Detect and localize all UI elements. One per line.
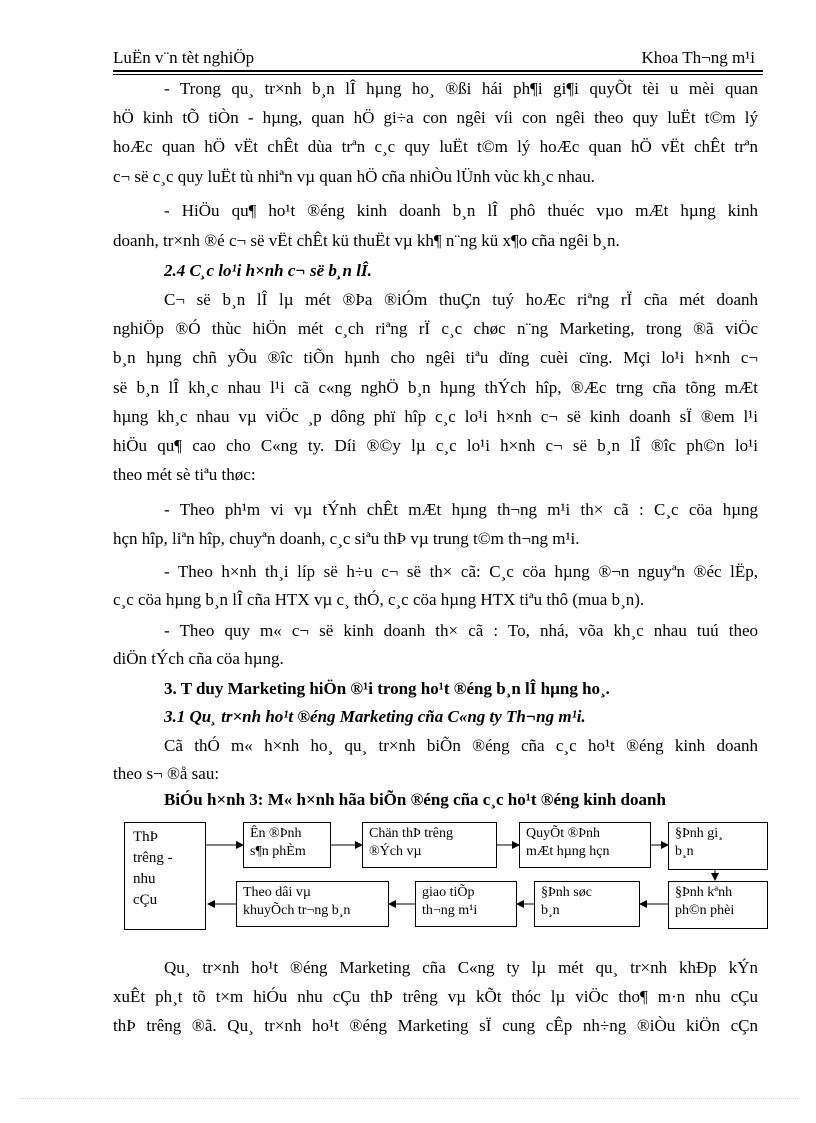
diagram-node-text: ®Ých vµ — [369, 844, 422, 859]
diagram-node-text: khuyÕch tr¬ng b¸n — [243, 903, 351, 918]
text-line: diÖn tÝch cña cöa hµng. — [113, 649, 284, 668]
diagram-node-market-demand — [124, 822, 206, 930]
text-line: thÞ trêng ®ã. Qu¸ tr×nh ho¹t ®éng Marketing sÏ cung cÊp nh÷ng ®iÒu kiÖn cÇn — [113, 1016, 758, 1035]
diagram-node-pricing — [668, 822, 768, 870]
diagram-node-define-product — [243, 822, 331, 868]
text-line: theo s¬ ®å sau: — [113, 764, 220, 783]
diagram-node-text: s¶n phÈm — [250, 844, 306, 859]
diagram-node-text: §Þnh gi¸ — [675, 826, 723, 841]
text-line: Cã thÓ m« h×nh ho¸ qu¸ tr×nh biÕn ®éng cña c¸c ho¹t ®éng kinh doanh — [164, 736, 758, 755]
diagram-node-target-market — [362, 822, 497, 868]
text-line: xuÊt ph¸t tõ t×m hiÓu nhu cÇu thÞ trêng vµ kÕt thóc lµ viÖc tho¶ m·n nhu cÇu — [113, 987, 758, 1006]
diagram-node-text: b¸n — [675, 844, 694, 859]
section-3-1-heading: 3.1 Qu¸ tr×nh ho¹t ®éng Marketing cña C«ng ty Th¬ng m¹i. — [164, 707, 586, 726]
text-line: nghiÖp ®Ó thùc hiÖn mét c¸ch riªng rÏ c¸c chøc n¨ng Marketing, trong ®ã viÖc — [113, 319, 758, 338]
diagram-node-text: nhu — [133, 871, 156, 887]
diagram-node-text: b¸n — [541, 903, 560, 918]
diagram-node-text: Theo dâi vµ — [243, 885, 311, 900]
diagram-node-text: ph©n phèi — [675, 903, 735, 918]
diagram-node-sales-capacity — [534, 881, 640, 927]
section-3-heading: 3. T duy Marketing hiÖn ®¹i trong ho¹t ®éng b¸n lÎ hµng ho¸. — [164, 679, 610, 698]
diagram-node-text: §Þnh søc — [541, 885, 592, 900]
text-line: C¬ së b¸n lÎ lµ mét ®Þa ®iÓm thuÇn tuý hoÆc riªng rÏ cña mét doanh — [164, 290, 758, 309]
text-line: - HiÖu qu¶ ho¹t ®éng kinh doanh b¸n lÎ phô thuéc vµo mÆt hµng kinh — [164, 201, 758, 220]
figure-caption: BiÓu h×nh 3: M« h×nh hãa biÕn ®éng cña c¸c ho¹t ®éng kinh doanh — [164, 790, 666, 809]
diagram-node-text: ThÞ — [133, 829, 159, 845]
text-line: c¸c cöa hµng b¸n lÎ cña HTX vµ c¸ thÓ, c¸c cöa hµng HTX tiªu thô (mua b¸n). — [113, 590, 645, 609]
header-thesis-title: LuËn v¨n tèt nghiÖp — [113, 48, 255, 67]
diagram-node-text: QuyÕt ®Þnh — [526, 826, 601, 841]
diagram-node-distribution-channel — [668, 881, 768, 929]
text-line: - Theo quy m« c¬ së kinh doanh th× cã : To, nhá, võa kh¸c nhau tuú theo — [164, 621, 758, 640]
diagram-node-promotion — [236, 881, 389, 927]
header-faculty: Khoa Th¬ng m¹i — [641, 48, 755, 67]
text-line: hçn hîp, liªn hîp, chuyªn doanh, c¸c siªu thÞ vµ trung t©m th¬ng m¹i. — [113, 529, 580, 548]
text-line: - Trong qu¸ tr×nh b¸n lÎ hµng ho¸ ®ßi hái ph¶i gi¶i quyÕt tèi u mèi quan — [164, 79, 758, 98]
text-line: Qu¸ tr×nh ho¹t ®éng Marketing cña C«ng ty lµ mét qu¸ tr×nh khÐp kÝn — [164, 958, 758, 977]
text-line: doanh, tr×nh ®é c¬ së vËt chÊt kü thuËt vµ kh¶ n¨ng kü x¶o cña ngêi b¸n. — [113, 231, 620, 250]
diagram-node-text: mÆt hµng hçn — [526, 844, 610, 859]
diagram-node-text: th¬ng m¹i — [422, 903, 478, 918]
diagram-node-text: cÇu — [133, 892, 158, 908]
text-line: hoÆc quan hÖ vËt chÊt dùa trªn c¸c quy luËt t©m lý hoÆc quan hÖ vËt chÊt trªn — [113, 137, 758, 156]
text-line: theo mét sè tiªu thøc: — [113, 465, 256, 484]
diagram-node-text: Chän thÞ trêng — [369, 826, 453, 841]
diagram-node-text: trêng - — [133, 850, 173, 866]
text-line: c¬ së c¸c quy luËt tù nhiªn vµ quan hÖ cña nhiÒu lÜnh vùc kh¸c nhau. — [113, 167, 596, 186]
diagram-node-assortment — [519, 822, 651, 868]
text-line: hiÖu qu¶ cao cho C«ng ty. Díi ®©y lµ c¸c lo¹i h×nh c¬ së b¸n lÎ ®îc ph©n lo¹i — [113, 436, 758, 455]
text-line: b¸n hµng chñ yÕu ®îc tiÕn hµnh cho ngêi tiªu dïng cuèi cïng. Mçi lo¹i h×nh c¬ — [113, 348, 758, 367]
diagram-node-text: §Þnh kªnh — [675, 885, 733, 900]
diagram-node-communication — [415, 881, 517, 927]
diagram-node-text: giao tiÕp — [422, 885, 475, 900]
text-line: hµng kh¸c nhau vµ viÖc ¸p dông phï hîp c¸c lo¹i h×nh c¬ së kinh doanh sÏ ®em l¹i — [113, 407, 758, 426]
text-line: së b¸n lÎ kh¸c nhau l¹i cã c«ng nghÖ b¸n hµng thÝch hîp, ®Æc trng cña tõng mÆt — [113, 378, 758, 397]
text-line: - Theo h×nh th¸i líp së h÷u c¬ së th× cã: C¸c cöa hµng ®¬n nguyªn ®éc lËp, — [164, 562, 758, 581]
page-bottom-border — [20, 1098, 800, 1099]
text-line: - Theo ph¹m vi vµ tÝnh chÊt mÆt hµng th¬ng m¹i th× cã : C¸c cöa hµng — [164, 500, 758, 519]
diagram-node-text: Ên ®Þnh — [250, 826, 302, 841]
section-2-4-heading: 2.4 C¸c lo¹i h×nh c¬ së b¸n lÎ. — [164, 261, 372, 280]
text-line: hÖ kinh tÕ tiÒn - hµng, quan hÖ gi÷a con ngêi víi con ngêi theo quy luËt t©m lý — [113, 108, 758, 127]
